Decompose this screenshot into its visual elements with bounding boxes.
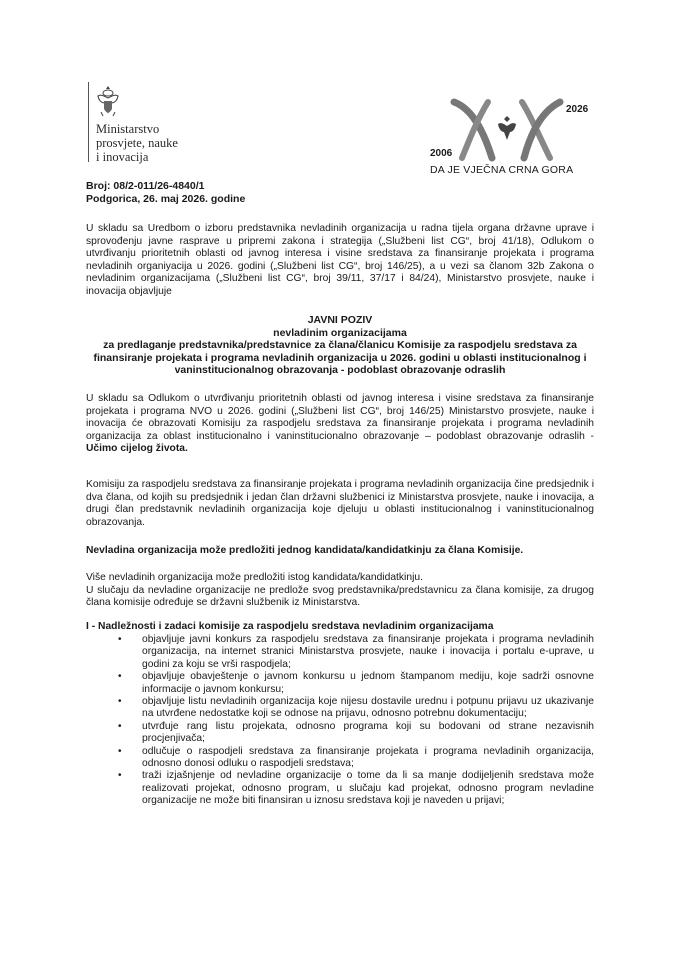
call-title-main: JAVNI POZIV xyxy=(307,314,373,326)
bullet-icon: • xyxy=(118,671,122,683)
jubilee-year-start: 2006 xyxy=(430,148,453,159)
list-item: • objavljuje listu nevladinih organizacija koje nijesu dostavile urednu i potpunu prijavu uz ukazivanje na utvrđene nedostatke koji se odnose na prijavu, odnosno potrebnu dokumentaciju; xyxy=(118,696,594,720)
logo-divider xyxy=(88,82,89,162)
document-reference xyxy=(86,180,245,206)
coat-of-arms-icon xyxy=(95,84,121,118)
bullet-icon: • xyxy=(118,696,122,708)
ministry-name: Ministarstvo prosvjete, nauke i inovacija xyxy=(96,122,178,164)
paragraph-commission-text: U skladu sa Odlukom o utvrđivanju prioritetnih oblasti od javnog interesa i visine sredstava za finansiranje projekata i programa NVO u 2026. godini („Službeni list CG“, broj 146/25) Ministarstvo prosvjete, nauke i inovacija će obrazovati Komisiju za raspodjelu sredstava za finansiranje projekata i programa nevladinih organizacija za oblast institucionalno i vaninstitucionalno obrazovanje – podoblast obrazovanje odraslih - xyxy=(86,393,594,442)
duties-list xyxy=(118,634,594,808)
paragraph-multiple-line2: U slučaju da nevladine organizacije ne predlože svog predstavnika/predstavnicu za člana komisije, za drugog člana komisije određuje se državni službenik iz Ministarstva. xyxy=(86,584,594,609)
bullet-icon: • xyxy=(118,720,122,732)
bullet-icon: • xyxy=(118,770,122,782)
list-item: • objavljuje obavještenje o javnom konkursu u jednom štampanom mediju, koje sadrži osnovne informacije o javnom konkursu; xyxy=(118,671,594,695)
bullet-icon: • xyxy=(118,745,122,757)
list-item: • traži izjašnjenje od nevladine organizacije o tome da li sa manje dodijeljenih sredstava može realizovati projekat, odnosno program, u slučaju kad projekat, odnosno program nevladine organizacije ne može biti finansiran u iznosu sredstava koji je naveden u prijavi; xyxy=(118,770,594,807)
jubilee-logo xyxy=(428,98,600,180)
call-title xyxy=(86,314,594,377)
paragraph-multiple-line1: Više nevladinih organizacija može predložiti istog kandidata/kandidatkinju. xyxy=(86,572,423,583)
paragraph-nomination-rule: Nevladina organizacija može predložiti jednog kandidata/kandidatkinju za člana Komisije. xyxy=(86,545,524,556)
list-item: • objavljuje javni konkurs za raspodjelu sredstava za finansiranje projekata i programa nevladinih organizacija, na internet stranici Ministarstva prosvjete, nauke i inovacija i portalu e-uprave, u godini za koju se vrši raspodjela; xyxy=(118,634,594,670)
jubilee-year-end: 2026 xyxy=(566,104,589,115)
list-item: • odlučuje o raspodjeli sredstava za finansiranje projekata i programa nevladinih organizacija, odnosno donosi odluku o raspodjeli sredstava; xyxy=(118,745,594,770)
xx-emblem-icon xyxy=(448,98,568,164)
jubilee-tagline: DA JE VJEČNA CRNA GORA xyxy=(430,164,574,176)
paragraph-multiple-nominations xyxy=(86,572,594,610)
reference-place-date: Podgorica, 26. maj 2026. godine xyxy=(86,193,246,205)
intro-paragraph: U skladu sa Uredbom o izboru predstavnika nevladinih organizacija u radna tijela organa državne uprave i sprovođenju javne rasprave u pripremi zakona i strategija („Službeni list CG“, broj 41/18), Odlukom o utvrđivanju prioritetnih oblasti od javnog interesa i visine sredstava za finansiranje projekata i programa nevladinih organiyacija u 2026. godini („Službeni list CG“, broj 146/25), a u vezi sa članom 32b Zakona o nevladinim organizacijama („Službeni list CG“, broj 39/11, 37/17 i 84/24), Ministarstvo prosvjete, nauke i inovacija objavljuje xyxy=(86,223,594,297)
paragraph-commission-composition: Komisiju za raspodjelu sredstava za finansiranje projekata i programa nevladinih organizacija čine predsjednik i dva člana, od kojih su predsjednik i jedan član državni službenici iz Ministarstva prosvjete, nauke i inovacija, a drugi član predstavnik nevladinih organizacija koje djeluju u oblasti institucionalnog i vaninstitucionalnog obrazovanja. xyxy=(86,479,594,528)
reference-number: Broj: 08/2-011/26-4840/1 xyxy=(86,180,205,192)
call-title-subject: za predlaganje predstavnika/predstavnice za člana/članicu Komisije za raspodjelu sredstava za finansiranje projekata i programa nevladinih organizacija u 2026. godini u oblasti institucionalnog i vaninstitucionalnog obrazovanja - podoblast obrazovanje odraslih xyxy=(93,339,587,377)
call-title-addressee: nevladinim organizacijama xyxy=(273,326,407,339)
program-name: Učimo cijelog života. xyxy=(86,443,188,455)
list-item: • utvrđuje rang listu projekata, odnosno programa koji su bodovani od strane nezavisnih procjenjivača; xyxy=(118,720,594,745)
section-heading: I - Nadležnosti i zadaci komisije za raspodjelu sredstava nevladinim organizacijama xyxy=(86,621,494,632)
paragraph-commission-formation xyxy=(86,393,594,456)
bullet-icon: • xyxy=(118,634,122,645)
